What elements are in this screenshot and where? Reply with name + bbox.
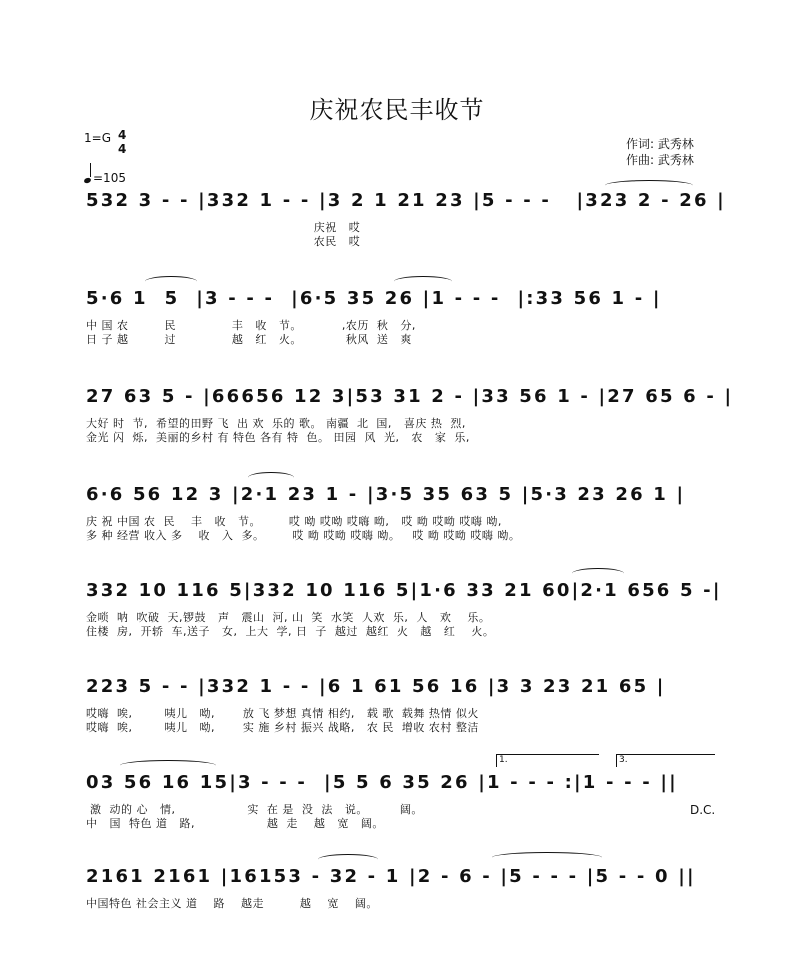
note-stem <box>90 163 91 177</box>
lyrics-verse-1: 哎嗨 唉, 咦儿 呦, 放 飞 梦想 真情 相约, 载 歌 载舞 热情 似火 <box>86 707 479 720</box>
lyrics-verse-2: 多 种 经营 收入 多 收 入 多。 哎 呦 哎呦 哎嗨 呦。 哎 呦 哎呦 哎嗨 呦。 <box>86 529 521 542</box>
slur <box>572 568 624 579</box>
lyrics-verse-1: 庆 祝 中国 农 民 丰 收 节。 哎 呦 哎呦 哎嗨 呦, 哎 呦 哎呦 哎嗨 呦, <box>86 515 502 528</box>
slur <box>145 276 197 287</box>
notation: 532 3 - - |332 1 - - |3 2 1 21 23 |5 - - - |323 2 - 26 | <box>86 190 726 211</box>
lyrics-verse-2: 农民 哎 <box>86 235 361 248</box>
score-line-2 <box>0 288 794 368</box>
notation: 332 10 116 5|332 10 116 5|1·6 33 21 60|2·1 656 5 -| <box>86 580 722 601</box>
credits <box>626 136 694 168</box>
notation: 223 5 - - |332 1 - - |6 1 61 56 16 |3 3 23 21 65 | <box>86 676 666 697</box>
tempo-value: =105 <box>93 171 126 185</box>
notation: 03 56 16 15|3 - - - |5 5 6 35 26 |1 - - - :|1 - - - || <box>86 772 678 793</box>
lyrics-verse-2: 住楼 房, 开轿 车,送子 女, 上大 学, 日 子 越过 越红 火 越 红 火。 <box>86 625 495 638</box>
score-line-7 <box>0 755 794 852</box>
song-title: 庆祝农民丰收节 <box>309 96 485 124</box>
key-signature <box>84 128 127 156</box>
notation: 2161 2161 |16153 - 32 - 1 |2 - 6 - |5 - - - |5 - - 0 || <box>86 866 696 887</box>
lyricist: 作词: 武秀林 <box>626 137 694 151</box>
lyrics-verse-2: 金光 闪 烁, 美丽的乡村 有 特色 各有 特 色。 田园 风 光, 农 家 乐, <box>86 431 470 444</box>
slur <box>318 854 378 865</box>
slur <box>605 180 693 191</box>
slur <box>248 472 294 483</box>
tempo-mark <box>84 168 126 186</box>
lyrics-verse-1: 大好 时 节, 希望的田野 飞 出 欢 乐的 歌。 南疆 北 国, 喜庆 热 烈, <box>86 417 466 430</box>
notation: 27 63 5 - |66656 12 3|53 31 2 - |33 56 1 - |27 65 6 - | <box>86 386 734 407</box>
da-capo-mark: D.C. <box>690 803 716 817</box>
lyrics-verse-1: 激 动的 心 情, 实 在 是 没 法 说。 阔。 <box>86 803 423 816</box>
slur <box>120 760 216 771</box>
lyrics-verse-1: 中 国 农 民 丰 收 节。 ,农历 秋 分, <box>86 319 416 332</box>
first-ending-bracket: 1. <box>496 754 599 767</box>
lyrics-verse-1: 中国特色 社会主义 道 路 越走 越 宽 阔。 <box>86 897 378 910</box>
score-line-6 <box>0 676 794 756</box>
third-ending-bracket: 3. <box>616 754 715 767</box>
lyrics-verse-2 <box>86 910 726 925</box>
lyrics-verse-1: 金唢 呐 吹破 天,锣鼓 声 震山 河, 山 笑 水笑 人欢 乐, 人 欢 乐。 <box>86 611 491 624</box>
notation: 6·6 56 12 3 |2·1 23 1 - |3·5 35 63 5 |5·3 23 26 1 | <box>86 484 686 505</box>
score-line-4 <box>0 484 794 564</box>
key-label: 1=G <box>84 131 111 145</box>
notation: 5·6 1 5 |3 - - - |6·5 35 26 |1 - - - |:33 56 1 - | <box>86 288 662 309</box>
slur <box>492 852 602 863</box>
lyrics-verse-2: 日 子 越 过 越 红 火。 秋风 送 爽 <box>86 333 412 346</box>
lyrics-verse-1: 庆祝 哎 <box>86 221 361 234</box>
score-line-8 <box>0 866 794 946</box>
time-signature <box>118 128 126 156</box>
quarter-note-icon <box>83 177 91 184</box>
lyrics-verse-2: 中 国 特色 道 路, 越 走 越 宽 阔。 <box>86 817 384 830</box>
score-line-1 <box>0 190 794 270</box>
score-line-3 <box>0 386 794 466</box>
lyrics-verse-2: 哎嗨 唉, 咦儿 呦, 实 施 乡村 振兴 战略, 农 民 增收 农村 整洁 <box>86 721 479 734</box>
slur <box>394 276 452 287</box>
time-signature-top: 4 <box>118 128 127 142</box>
score-line-5 <box>0 580 794 660</box>
composer: 作曲: 武秀林 <box>626 153 694 167</box>
time-signature-bottom: 4 <box>118 142 127 156</box>
